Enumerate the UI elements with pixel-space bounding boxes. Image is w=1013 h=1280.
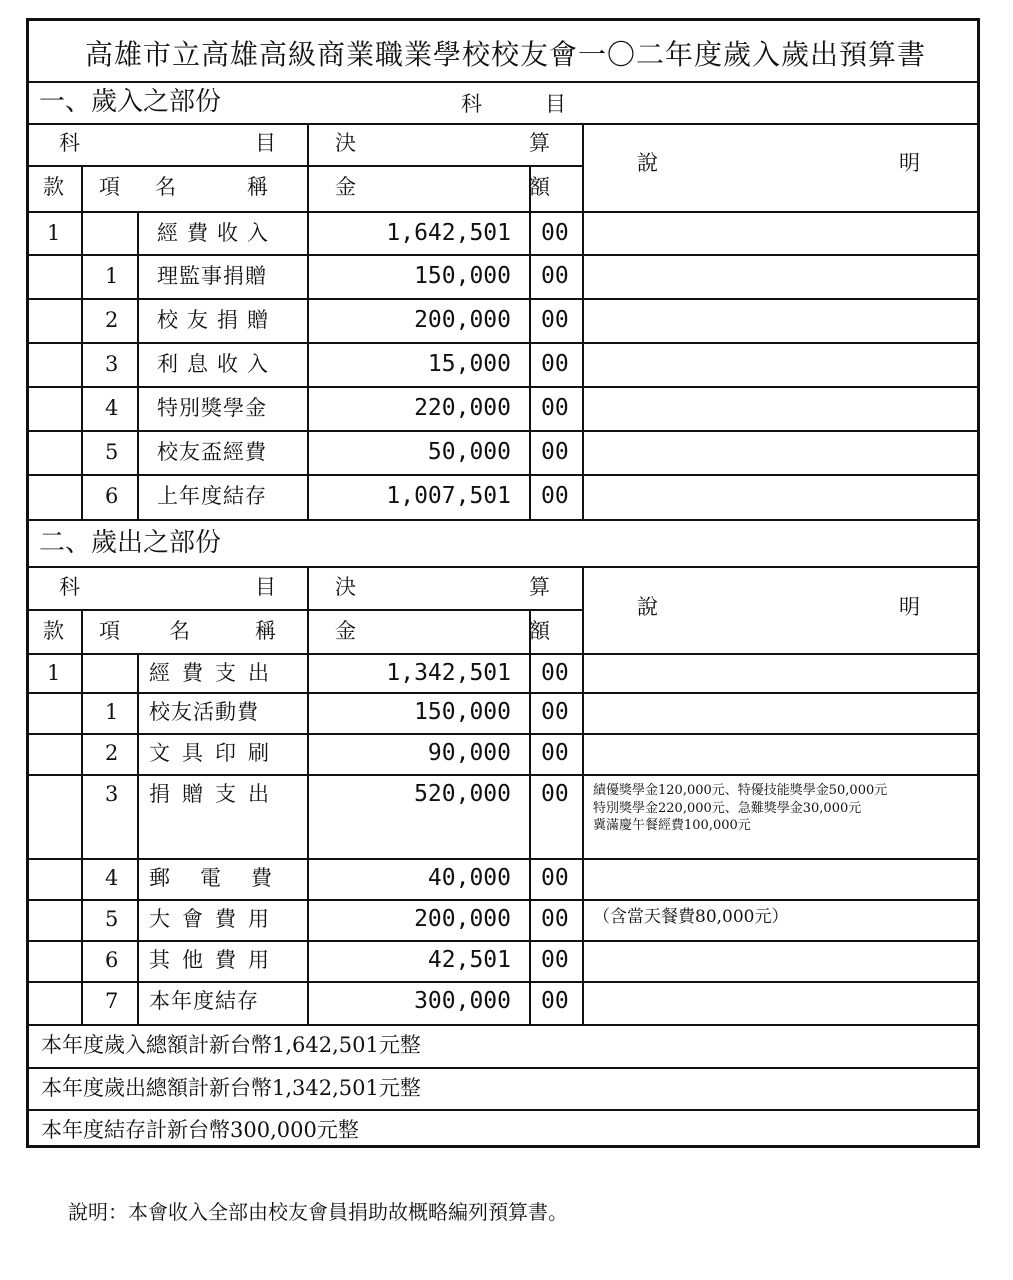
expense-row-xiang: 2 <box>105 741 119 765</box>
income-row-cents: 00 <box>541 439 569 465</box>
rule-line <box>29 774 977 776</box>
expense-row-cents: 00 <box>541 865 569 891</box>
rule-line <box>29 386 977 388</box>
header-e: 額 <box>529 619 550 643</box>
expense-row-amount: 42,501 <box>427 947 511 973</box>
expense-row-kuan: 1 <box>47 661 61 685</box>
rule-line <box>29 858 977 860</box>
rule-line <box>29 899 977 901</box>
header-suan: 算 <box>529 131 550 155</box>
income-col-name-amount <box>307 123 309 519</box>
expense-row-amount: 300,000 <box>414 988 511 1014</box>
expense-row-note: 績優獎學金120,000元、特優技能獎學金50,000元 特別獎學金220,000元、急難獎學金30,000元 冀滿慶午餐經費100,000元 <box>593 783 888 834</box>
income-row-cents: 00 <box>541 220 569 246</box>
income-row-amount: 1,007,501 <box>386 483 511 509</box>
income-row-cents: 00 <box>541 483 569 509</box>
expense-col-name-amount <box>307 566 309 1024</box>
expense-row-cents: 00 <box>541 906 569 932</box>
expense-row-amount: 200,000 <box>414 906 511 932</box>
income-col-amount-note <box>582 123 584 519</box>
rule-line <box>29 430 977 432</box>
income-col-xiang <box>137 211 139 519</box>
income-row-amount: 220,000 <box>414 395 511 421</box>
expense-row-amount: 150,000 <box>414 699 511 725</box>
header-xiang: 項 <box>99 175 120 199</box>
header-shuo: 說 <box>637 151 658 175</box>
income-row-cents: 00 <box>541 351 569 377</box>
rule-line <box>29 653 977 655</box>
expense-col-amount-note <box>582 566 584 1024</box>
income-row-xiang: 2 <box>105 308 119 332</box>
header-xiang: 項 <box>99 619 120 643</box>
expense-row-note: （含當天餐費80,000元） <box>593 907 789 927</box>
income-row-cents: 00 <box>541 395 569 421</box>
expense-row-amount: 40,000 <box>427 865 511 891</box>
expense-row-amount: 520,000 <box>414 781 511 807</box>
income-row-xiang: 4 <box>105 396 119 420</box>
rule-line <box>29 940 977 942</box>
income-heading: 一、歲入之部份 <box>39 87 222 117</box>
expense-col-xiang <box>137 653 139 1024</box>
header-ming2: 明 <box>899 151 920 175</box>
rule-line <box>29 1109 977 1111</box>
income-row-name: 特別獎學金 <box>157 396 267 420</box>
income-row-xiang: 5 <box>105 440 119 464</box>
income-row-xiang: 3 <box>105 352 119 376</box>
rule-line <box>29 342 977 344</box>
income-row-amount: 15,000 <box>427 351 511 377</box>
expense-row-cents: 00 <box>541 781 569 807</box>
header-kuan: 款 <box>43 175 64 199</box>
header-ke: 科 <box>59 131 80 155</box>
income-row-xiang: 1 <box>105 264 119 288</box>
header-jin: 金 <box>335 175 356 199</box>
expense-heading: 二、歲出之部份 <box>39 528 222 558</box>
rule-line <box>29 981 977 983</box>
total-line: 本年度結存計新台幣300,000元整 <box>41 1118 359 1142</box>
income-row-name: 上年度結存 <box>157 484 267 508</box>
expense-row-xiang: 7 <box>105 989 119 1013</box>
expense-row-xiang: 4 <box>105 866 119 890</box>
header-mu: 目 <box>255 131 276 155</box>
expense-row-cents: 00 <box>541 988 569 1014</box>
rule-line <box>29 566 977 568</box>
expense-row-xiang: 1 <box>105 700 119 724</box>
rule-line <box>29 298 977 300</box>
expense-row-cents: 00 <box>541 660 569 686</box>
rule-line <box>29 123 977 125</box>
document-title: 高雄市立高雄高級商業職業學校校友會一〇二年度歲入歲出預算書 <box>85 38 927 71</box>
expense-row-name: 大會費用 <box>149 907 281 931</box>
income-row-name: 利息收入 <box>157 352 277 376</box>
expense-row-name: 文具印刷 <box>149 741 281 765</box>
expense-row-amount: 90,000 <box>427 740 511 766</box>
income-subject-label: 科 目 <box>461 92 566 116</box>
income-row-name: 理監事捐贈 <box>157 264 267 288</box>
income-row-amount: 200,000 <box>414 307 511 333</box>
expense-col-cents <box>529 609 531 1024</box>
rule-line <box>29 1024 977 1026</box>
income-row-name: 校友盃經費 <box>157 440 267 464</box>
header-ke: 科 <box>59 575 80 599</box>
rule-line <box>29 81 977 83</box>
expense-row-cents: 00 <box>541 947 569 973</box>
income-col-xiang <box>137 211 139 254</box>
expense-row-name: 校友活動費 <box>149 700 259 724</box>
header-jin: 金 <box>335 619 356 643</box>
header-e: 額 <box>529 175 550 199</box>
rule-line <box>29 609 582 611</box>
rule-line <box>29 733 977 735</box>
expense-row-name: 本年度結存 <box>149 989 259 1013</box>
income-row-name: 校友捐贈 <box>157 308 277 332</box>
expense-row-name: 其他費用 <box>149 948 281 972</box>
expense-row-cents: 00 <box>541 740 569 766</box>
header-ming: 名 <box>155 175 176 199</box>
rule-line <box>29 211 977 213</box>
expense-row-amount: 1,342,501 <box>386 660 511 686</box>
expense-row-name: 郵電費 <box>149 866 302 890</box>
rule-line <box>29 692 977 694</box>
total-line: 本年度歲出總額計新台幣1,342,501元整 <box>41 1076 421 1100</box>
expense-row-name: 捐贈支出 <box>149 782 281 806</box>
income-row-name: 經費收入 <box>157 221 277 245</box>
expense-row-xiang: 3 <box>105 782 119 806</box>
rule-line <box>29 1067 977 1069</box>
expense-row-name: 經費支出 <box>149 661 281 685</box>
header-jue: 決 <box>335 131 356 155</box>
header-cheng: 稱 <box>247 175 268 199</box>
income-row-amount: 1,642,501 <box>386 220 511 246</box>
income-row-cents: 00 <box>541 263 569 289</box>
header-ming: 名 <box>169 619 190 643</box>
header-shuo: 說 <box>637 595 658 619</box>
expense-row-xiang: 6 <box>105 948 119 972</box>
header-ming2: 明 <box>899 595 920 619</box>
expense-row-xiang: 5 <box>105 907 119 931</box>
income-row-kuan: 1 <box>47 221 61 245</box>
rule-line <box>29 474 977 476</box>
expense-col-kuan <box>81 609 83 1024</box>
header-suan: 算 <box>529 575 550 599</box>
income-row-xiang: 6 <box>105 484 119 508</box>
income-row-amount: 50,000 <box>427 439 511 465</box>
budget-table <box>26 18 980 1148</box>
total-line: 本年度歲入總額計新台幣1,642,501元整 <box>41 1033 421 1057</box>
income-row-amount: 150,000 <box>414 263 511 289</box>
expense-row-cents: 00 <box>541 699 569 725</box>
header-jue: 決 <box>335 575 356 599</box>
rule-line <box>29 519 977 521</box>
rule-line <box>29 165 582 167</box>
footer-note: 說明：本會收入全部由校友會員捐助故概略編列預算書。 <box>68 1200 568 1224</box>
income-row-cents: 00 <box>541 307 569 333</box>
header-mu: 目 <box>255 575 276 599</box>
header-cheng: 稱 <box>255 619 276 643</box>
rule-line <box>29 254 977 256</box>
header-kuan: 款 <box>43 619 64 643</box>
